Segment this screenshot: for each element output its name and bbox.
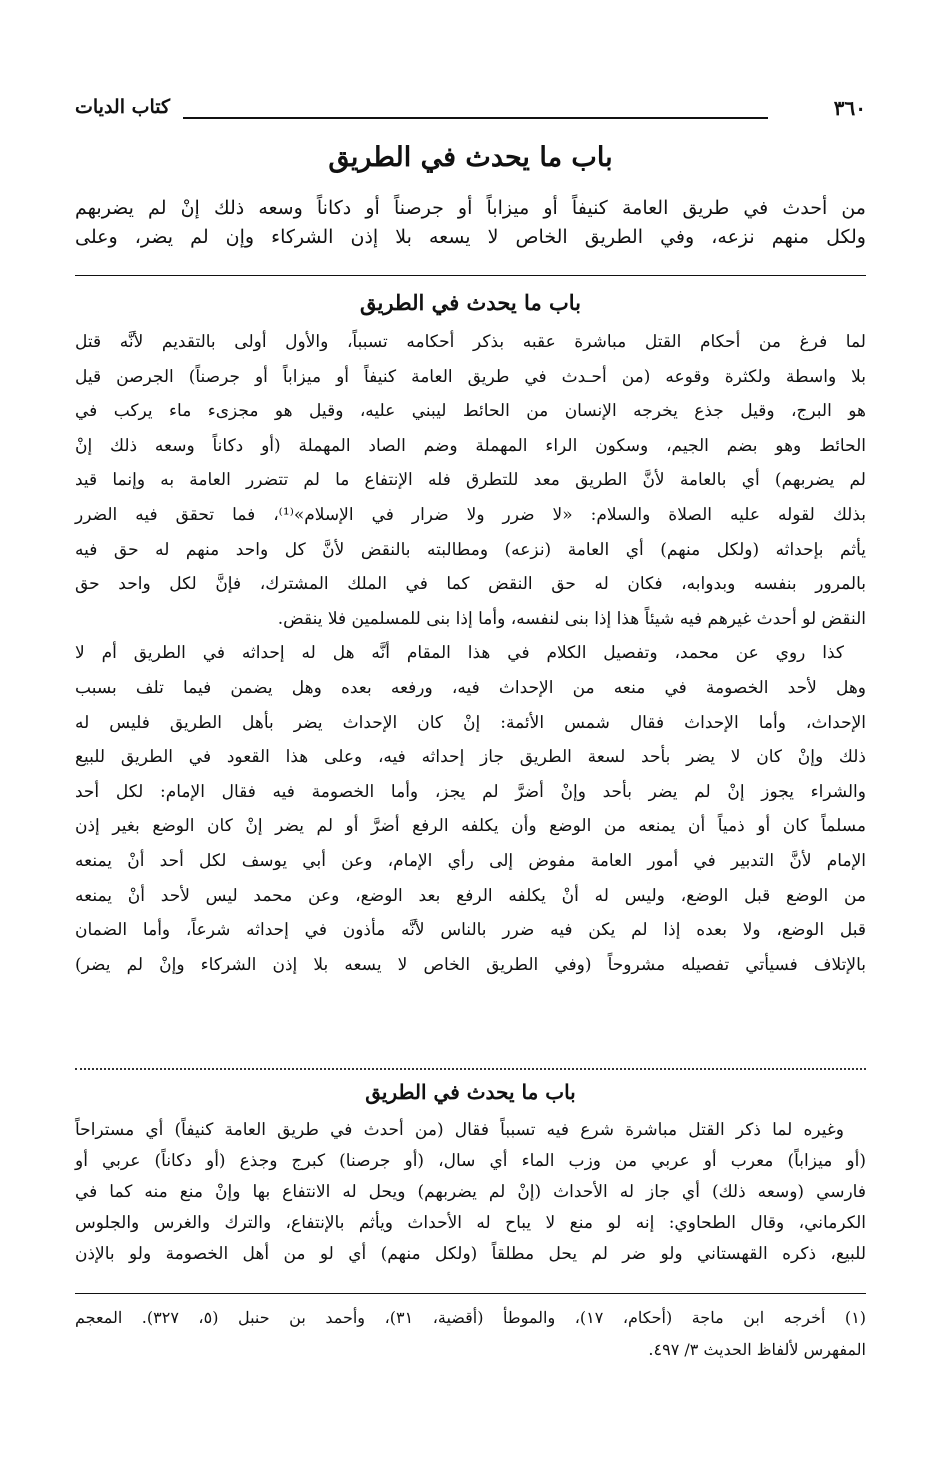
commentary-line: قبل الوضع، ولا بعده إذا لم يكن فيه ضرر بالناس لأنَّه مأذون في إحداثه شرعاً، وأما الضمان [75, 920, 866, 941]
commentary-line: وغيره لما ذكر القتل مباشرة شرع فيه تسبباً فقال (من أحدث في طريق العامة كنيفاً) أي مستراحاً [75, 1120, 844, 1140]
commentary-line: من الوضع قبل الوضع، وليس له أنْ يكلفه الرفع بعد الوضع، وعن محمد ليس لأحد أنْ يمنعه [75, 885, 866, 906]
commentary-line: بذلك لقوله عليه الصلاة والسلام: «لا ضرر ولا ضرار في الإسلام»⁽¹⁾، فما تحقق فيه الضرر [75, 504, 866, 525]
header-rule [183, 117, 768, 119]
commentary-line: وهل لأحد الخصومة في منعه من الإحداث فيه، ورفعه بعده وهل يضمن فيما تلف بسبب [75, 677, 866, 698]
dotted-separator [75, 1068, 866, 1070]
commentary-line: بالمرور بنفسه وبدوابه، فكان له حق النقض كما في الملك المشترك، فإنَّ لكل واحد حق [75, 574, 866, 595]
footnote-line: (١) أخرجه ابن ماجة (أحكام، ١٧)، والموطأ (أقضية، ٣١)، وأحمد بن حنبل (٥، ٣٢٧). المعجم [75, 1308, 867, 1327]
commentary-line: لم يضربهم) أي بالعامة لأنَّ الطريق معد للتطرق فله الإنتفاع ما لم تتضرر العامة به وإنما قيد [75, 470, 866, 491]
footnote-separator [75, 1293, 866, 1294]
commentary-line: (أو ميزاباً) معرب أو عربي من وزب الماء أي سال، (أو جرصنا) كبرج وجذع (أو دكاناً) عربي أو [75, 1151, 866, 1171]
commentary-line: لما فرغ من أحكام القتل مباشرة عقبه بذكر أحكامه تسبباً، والأول أولى بالتقديم لأنَّه قتل [75, 332, 866, 352]
commentary-line: بلا واسطة ولكثرة وقوعه (من أحـدث في طريق العامة كنيفاً أو ميزاباً أو جرصناً) الجرصن قيل [75, 366, 866, 387]
commentary-line: النقض لو أحدث غيرهم فيه شيئاً هذا إذا بنى لنفسه، وأما إذا بنى للمسلمين فلا ينقض. [277, 608, 866, 629]
commentary-line: ذلك وإنْ كان لا يضر بأحد لسعة الطريق جاز إحداثه فيه، وعلى هذا القعود في الطريق للبيع [75, 747, 866, 768]
commentary-1-title: باب ما يحدث في الطريق [359, 290, 582, 315]
commentary-line: هو البرج، وقيل جذع يخرجه الإنسان من الحائط ليبني عليه، وقيل هو مجزىء ماء يركب في [75, 401, 867, 422]
commentary-line: الإحداث، وأما الإحداث فقال شمس الأئمة: إنْ كان الإحداث يضر بأهل الطريق فليس له [75, 712, 866, 733]
footnote [75, 1302, 866, 1366]
chapter-title: باب ما يحدث في الطريق [328, 142, 613, 173]
book-title: كتاب الديات [75, 96, 171, 118]
commentary-line: الحائط وهو بضم الجيم، وسكون الراء المهملة وضم الصاد المهملة (أو دكاناً وسعه ذلك إنْ [75, 435, 866, 456]
commentary-2 [75, 1115, 866, 1270]
matn-separator [75, 275, 866, 276]
running-header [75, 96, 866, 126]
commentary-line: يأثم بإحداثه (ولكل منهم) أي العامة (نزعه) ومطالبته بالنقض لأنَّ كل واحد منهم له حق فيه [75, 539, 866, 560]
commentary-2-title: باب ما يحدث في الطريق [365, 1080, 576, 1104]
commentary-line: والشراء يجوز إنْ لم يضر بأحد وإنْ أضرَّ لم يجز، وأما الخصومة فيه فقال الإمام: لكل أحد [75, 781, 866, 802]
matn-line: ولكل منهم نزعه، وفي الطريق الخاص لا يسعه بلا إذن الشركاء وإن لم يضر، وعلى [75, 226, 866, 248]
commentary-line: بالإتلاف فسيأتي تفصيله مشروحاً (وفي الطريق الخاص لا يسعه بلا إذن الشركاء وإنْ لم يضر) [75, 954, 866, 975]
matn-text [75, 194, 866, 252]
commentary-1 [75, 325, 866, 982]
commentary-line: كذا روي عن محمد، وتفصيل الكلام في هذا المقام أنَّه هل له إحداثه في الطريق أم لا [75, 643, 844, 664]
commentary-line: الإمام لأنَّ التدبير في أمور العامة مفوض إلى رأي الإمام، وعن أبي يوسف لكل أحد أنْ يمنعه [75, 850, 866, 871]
footnote-line: المفهرس لألفاظ الحديث ٣/ ٤٩٧. [648, 1340, 866, 1359]
matn-line: من أحدث في طريق العامة كنيفاً أو ميزاباً أو جرصناً أو دكاناً وسعه ذلك إنْ لم يضربهم [75, 197, 866, 219]
commentary-line: الكرماني، وقال الطحاوي: إنه لو منع لا يباح له الأحداث ويأثم بالإنتفاع، والترك والغرس والجلوس [75, 1213, 866, 1233]
commentary-line: مسلماً كان أو ذمياً أن يمنعه من الوضع وأن يكلفه الرفع أضرَّ أو لم يضر إنْ كان الوضع بغير إذن [75, 816, 866, 837]
page-number: ٣٦٠ [833, 96, 866, 120]
commentary-line: فارسي (وسعه ذلك) أي جاز له الأحداث (إنْ لم يضربهم) ويحل له الانتفاع بها وإنْ منع منه كما في [75, 1182, 866, 1202]
commentary-line: للبيع، ذكره القهستاني ولو ضر لم يحل مطلقاً (ولكل منهم) أي لو من أهل الخصومة ولو بالإذن [75, 1244, 866, 1264]
